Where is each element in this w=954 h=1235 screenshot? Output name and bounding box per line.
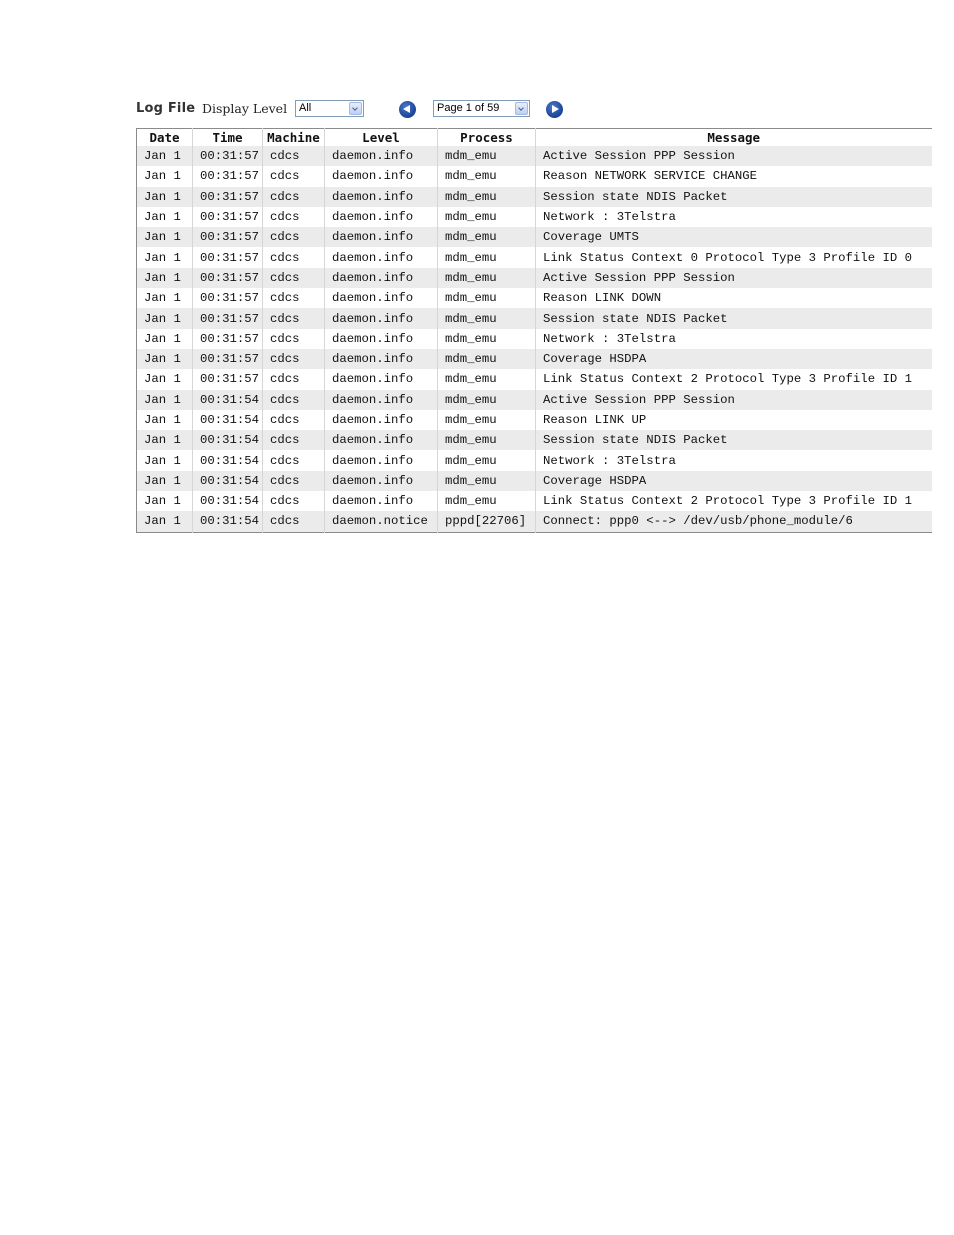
table-row — [137, 247, 932, 267]
process-cell: mdm_emu — [438, 491, 536, 511]
date-cell: Jan 1 — [137, 308, 193, 328]
time-cell: 00:31:54 — [193, 430, 263, 450]
date-cell: Jan 1 — [137, 329, 193, 349]
process-cell: mdm_emu — [438, 207, 536, 227]
message-cell: Link Status Context 2 Protocol Type 3 Profile ID 1 — [536, 369, 932, 389]
machine-cell: cdcs — [263, 430, 325, 450]
message-cell: Connect: ppp0 <--> /dev/usb/phone_module/6 — [536, 511, 932, 532]
machine-cell: cdcs — [263, 166, 325, 186]
column-header-time: Time — [193, 129, 263, 147]
table-row — [137, 187, 932, 207]
process-cell: mdm_emu — [438, 308, 536, 328]
previous-page-button[interactable] — [399, 101, 416, 118]
machine-cell: cdcs — [263, 146, 325, 166]
date-cell: Jan 1 — [137, 146, 193, 166]
log-toolbar — [136, 100, 576, 120]
message-cell: Reason NETWORK SERVICE CHANGE — [536, 166, 932, 186]
level-cell: daemon.notice — [325, 511, 438, 532]
process-cell: mdm_emu — [438, 369, 536, 389]
time-cell: 00:31:54 — [193, 471, 263, 491]
date-cell: Jan 1 — [137, 390, 193, 410]
column-header-message: Message — [536, 129, 932, 147]
process-cell: mdm_emu — [438, 390, 536, 410]
table-header-row — [137, 129, 932, 147]
message-cell: Active Session PPP Session — [536, 268, 932, 288]
process-cell: pppd[22706] — [438, 511, 536, 532]
message-cell: Network : 3Telstra — [536, 450, 932, 470]
message-cell: Reason LINK DOWN — [536, 288, 932, 308]
machine-cell: cdcs — [263, 349, 325, 369]
message-cell: Network : 3Telstra — [536, 207, 932, 227]
table-row — [137, 329, 932, 349]
table-row — [137, 491, 932, 511]
time-cell: 00:31:54 — [193, 390, 263, 410]
table-row — [137, 511, 932, 532]
message-cell: Coverage UMTS — [536, 227, 932, 247]
table-row — [137, 268, 932, 288]
level-cell: daemon.info — [325, 187, 438, 207]
table-row — [137, 349, 932, 369]
time-cell: 00:31:57 — [193, 349, 263, 369]
time-cell: 00:31:57 — [193, 146, 263, 166]
message-cell: Link Status Context 2 Protocol Type 3 Profile ID 1 — [536, 491, 932, 511]
process-cell: mdm_emu — [438, 146, 536, 166]
machine-cell: cdcs — [263, 308, 325, 328]
level-cell: daemon.info — [325, 410, 438, 430]
level-cell: daemon.info — [325, 247, 438, 267]
process-cell: mdm_emu — [438, 166, 536, 186]
level-cell: daemon.info — [325, 288, 438, 308]
time-cell: 00:31:54 — [193, 450, 263, 470]
level-cell: daemon.info — [325, 471, 438, 491]
log-table — [136, 128, 932, 533]
date-cell: Jan 1 — [137, 247, 193, 267]
level-cell: daemon.info — [325, 369, 438, 389]
level-cell: daemon.info — [325, 146, 438, 166]
process-cell: mdm_emu — [438, 410, 536, 430]
process-cell: mdm_emu — [438, 268, 536, 288]
time-cell: 00:31:57 — [193, 227, 263, 247]
date-cell: Jan 1 — [137, 349, 193, 369]
process-cell: mdm_emu — [438, 430, 536, 450]
machine-cell: cdcs — [263, 410, 325, 430]
chevron-down-icon[interactable] — [515, 102, 528, 115]
table-row — [137, 146, 932, 166]
message-cell: Link Status Context 0 Protocol Type 3 Profile ID 0 — [536, 247, 932, 267]
date-cell: Jan 1 — [137, 187, 193, 207]
machine-cell: cdcs — [263, 187, 325, 207]
table-row — [137, 471, 932, 491]
date-cell: Jan 1 — [137, 471, 193, 491]
time-cell: 00:31:57 — [193, 247, 263, 267]
level-cell: daemon.info — [325, 430, 438, 450]
process-cell: mdm_emu — [438, 450, 536, 470]
table-row — [137, 308, 932, 328]
machine-cell: cdcs — [263, 491, 325, 511]
table-row — [137, 166, 932, 186]
table-row — [137, 207, 932, 227]
date-cell: Jan 1 — [137, 227, 193, 247]
process-cell: mdm_emu — [438, 187, 536, 207]
date-cell: Jan 1 — [137, 268, 193, 288]
process-cell: mdm_emu — [438, 349, 536, 369]
level-cell: daemon.info — [325, 166, 438, 186]
machine-cell: cdcs — [263, 450, 325, 470]
message-cell: Reason LINK UP — [536, 410, 932, 430]
display-level-select[interactable] — [295, 100, 364, 117]
table-row — [137, 410, 932, 430]
next-page-button[interactable] — [546, 101, 563, 118]
machine-cell: cdcs — [263, 247, 325, 267]
time-cell: 00:31:57 — [193, 288, 263, 308]
table-row — [137, 390, 932, 410]
message-cell: Session state NDIS Packet — [536, 187, 932, 207]
machine-cell: cdcs — [263, 369, 325, 389]
message-cell: Session state NDIS Packet — [536, 308, 932, 328]
date-cell: Jan 1 — [137, 410, 193, 430]
date-cell: Jan 1 — [137, 430, 193, 450]
machine-cell: cdcs — [263, 288, 325, 308]
message-cell: Active Session PPP Session — [536, 146, 932, 166]
level-cell: daemon.info — [325, 268, 438, 288]
page-title: Log File — [136, 101, 196, 116]
message-cell: Network : 3Telstra — [536, 329, 932, 349]
level-cell: daemon.info — [325, 390, 438, 410]
machine-cell: cdcs — [263, 268, 325, 288]
level-cell: daemon.info — [325, 227, 438, 247]
level-cell: daemon.info — [325, 450, 438, 470]
time-cell: 00:31:57 — [193, 166, 263, 186]
level-cell: daemon.info — [325, 491, 438, 511]
level-cell: daemon.info — [325, 349, 438, 369]
level-cell: daemon.info — [325, 308, 438, 328]
table-row — [137, 227, 932, 247]
machine-cell: cdcs — [263, 511, 325, 532]
message-cell: Active Session PPP Session — [536, 390, 932, 410]
table-row — [137, 288, 932, 308]
level-cell: daemon.info — [325, 207, 438, 227]
date-cell: Jan 1 — [137, 369, 193, 389]
time-cell: 00:31:57 — [193, 187, 263, 207]
time-cell: 00:31:57 — [193, 329, 263, 349]
process-cell: mdm_emu — [438, 247, 536, 267]
chevron-down-icon[interactable] — [349, 102, 362, 115]
column-header-date: Date — [137, 129, 193, 147]
table-row — [137, 369, 932, 389]
date-cell: Jan 1 — [137, 288, 193, 308]
date-cell: Jan 1 — [137, 450, 193, 470]
column-header-process: Process — [438, 129, 536, 147]
time-cell: 00:31:57 — [193, 207, 263, 227]
date-cell: Jan 1 — [137, 207, 193, 227]
time-cell: 00:31:57 — [193, 369, 263, 389]
column-header-level: Level — [325, 129, 438, 147]
column-header-machine: Machine — [263, 129, 325, 147]
time-cell: 00:31:54 — [193, 511, 263, 532]
date-cell: Jan 1 — [137, 491, 193, 511]
time-cell: 00:31:54 — [193, 491, 263, 511]
process-cell: mdm_emu — [438, 329, 536, 349]
display-level-label: Display Level — [202, 101, 288, 116]
message-cell: Coverage HSDPA — [536, 349, 932, 369]
machine-cell: cdcs — [263, 207, 325, 227]
page-select-value: Page 1 of 59 — [437, 102, 500, 114]
date-cell: Jan 1 — [137, 166, 193, 186]
log-table-body — [137, 146, 932, 532]
time-cell: 00:31:57 — [193, 308, 263, 328]
page-select[interactable] — [433, 100, 530, 117]
time-cell: 00:31:54 — [193, 410, 263, 430]
date-cell: Jan 1 — [137, 511, 193, 532]
table-row — [137, 450, 932, 470]
process-cell: mdm_emu — [438, 471, 536, 491]
message-cell: Coverage HSDPA — [536, 471, 932, 491]
level-cell: daemon.info — [325, 329, 438, 349]
process-cell: mdm_emu — [438, 227, 536, 247]
machine-cell: cdcs — [263, 227, 325, 247]
process-cell: mdm_emu — [438, 288, 536, 308]
machine-cell: cdcs — [263, 390, 325, 410]
time-cell: 00:31:57 — [193, 268, 263, 288]
machine-cell: cdcs — [263, 329, 325, 349]
message-cell: Session state NDIS Packet — [536, 430, 932, 450]
display-level-value: All — [299, 102, 312, 114]
table-row — [137, 430, 932, 450]
machine-cell: cdcs — [263, 471, 325, 491]
